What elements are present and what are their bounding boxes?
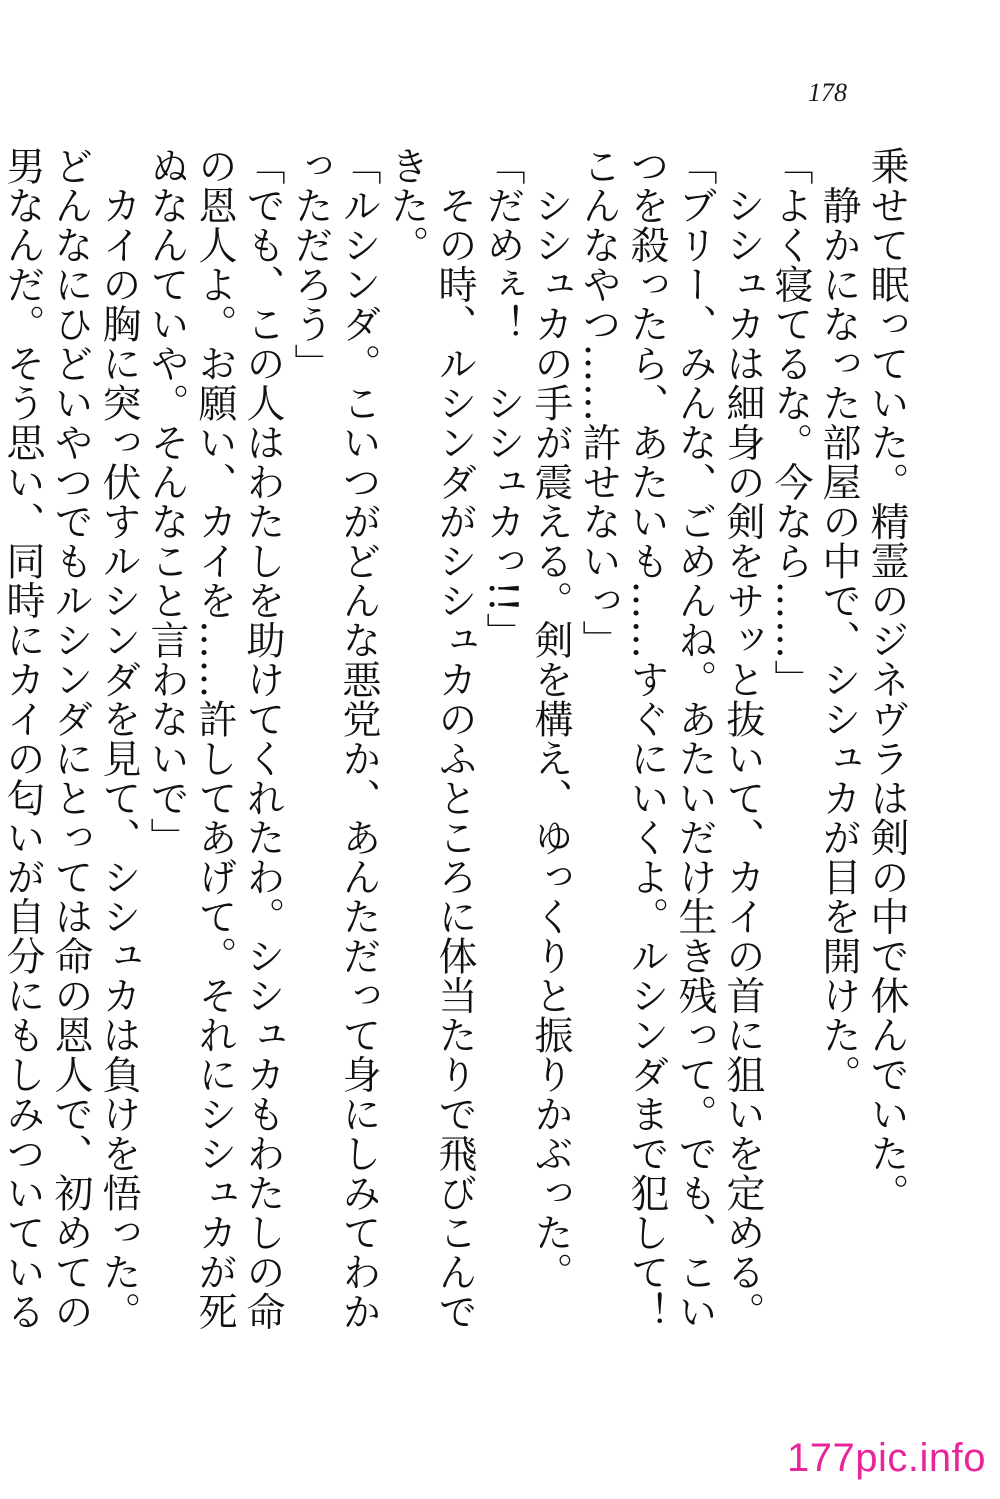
page-number: 178 xyxy=(808,78,847,107)
watermark-text: 177pic.info xyxy=(787,1436,986,1480)
paragraph: シシュカは細身の剣をサッと抜いて、カイの首に狙いを定める。 xyxy=(720,146,765,1331)
dialogue-line: 「ブリー、みんな、ごめんね。あたいだけ生き残って。でも、こいつを殺ったら、あたいも……すぐにいくよ。ルシンダまで犯して！ こんなやつ……許せないっ」 xyxy=(576,146,717,1371)
dialogue-line: 「でも、この人はわたしを助けてくれたわ。シシュカもわたしの命の恩人よ。お願い、カイを……許してあげて。それにシシュカが死ぬなんていや。そんなこと言わないで」 xyxy=(144,146,285,1331)
paragraph: 静かになった部屋の中で、シシュカが目を開けた。 xyxy=(816,146,861,1094)
paragraph: シシュカの手が震える。剣を構え、ゆっくりと振りかぶった。 xyxy=(528,146,573,1292)
paragraph: 乗せて眠っていた。精霊のジネヴラは剣の中で休んでいた。 xyxy=(864,146,909,1213)
paragraph: カイの胸に突っ伏すルシンダを見て、シシュカは負けを悟った。どんなにひどいやつでもルシンダにとっては命の恩人で、初めての男なんだ。そう思い、同時にカイの匂いが自分にもしみついている xyxy=(0,146,141,1331)
paragraph: その時、ルシンダがシシュカのふところに体当たりで飛びこんできた。 xyxy=(384,146,477,1331)
dialogue-line: 「だめぇ！ シシュカっ!!」 xyxy=(480,146,525,653)
dialogue-line: 「よく寝てるな。今なら……」 xyxy=(768,146,813,699)
novel-text-body xyxy=(0,146,910,1371)
dialogue-line: 「ルシンダ。こいつがどんな悪党か、あんただって身にしみてわかっただろう」 xyxy=(288,146,381,1331)
